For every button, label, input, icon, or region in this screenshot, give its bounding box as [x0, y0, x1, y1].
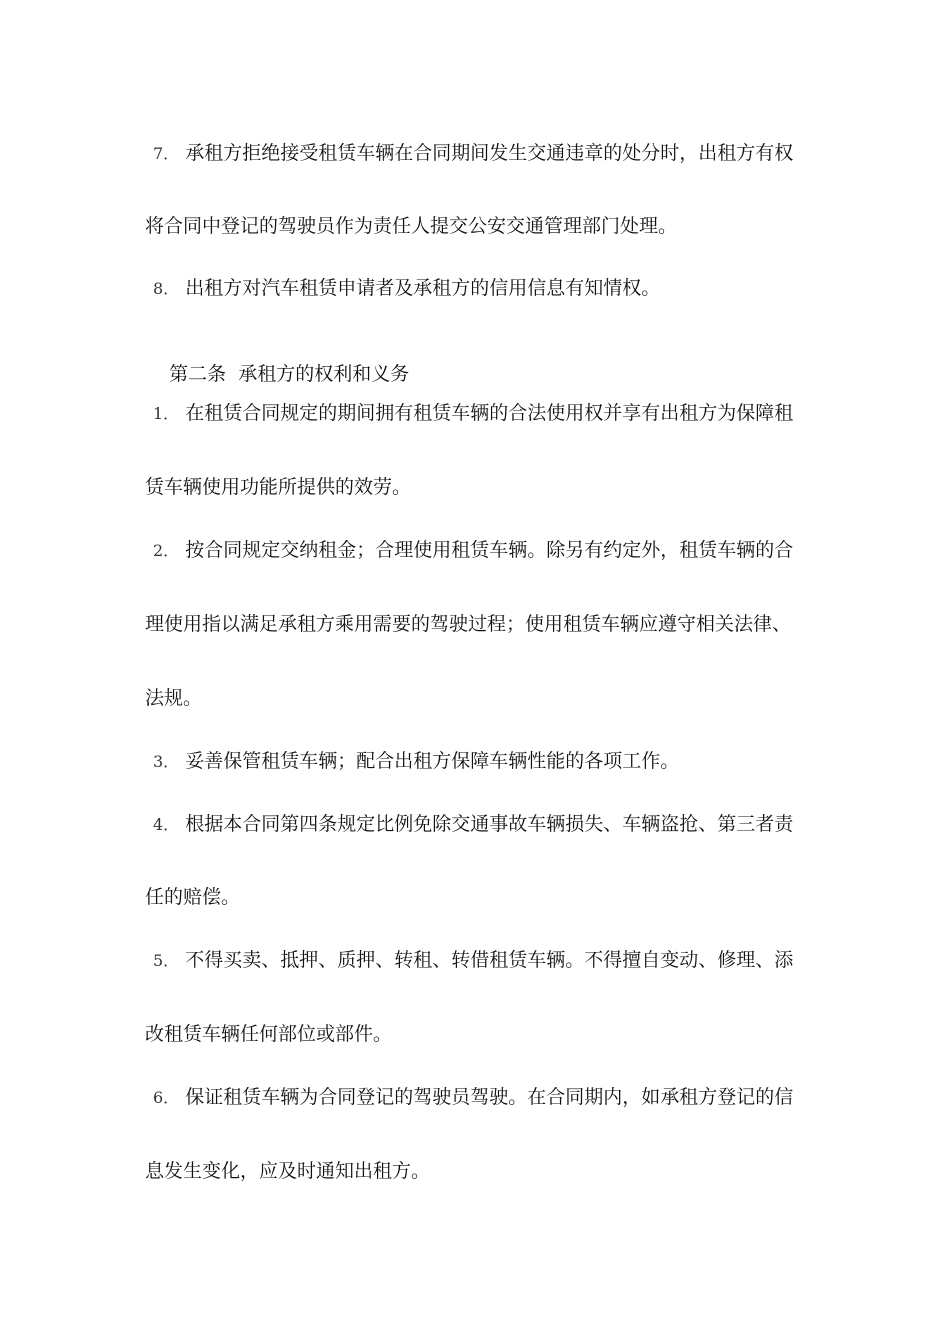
item-number: 6．	[153, 1088, 180, 1107]
paragraph-line	[153, 538, 813, 563]
paragraph-line	[153, 401, 813, 426]
line-text: 根据本合同第四条规定比例免除交通事故车辆损失、车辆盗抢、第三者责	[185, 813, 794, 835]
line-text: 任的赔偿。	[145, 886, 241, 908]
paragraph-line	[145, 214, 805, 238]
paragraph-line	[145, 1022, 805, 1046]
line-text: 出租方对汽车租赁申请者及承租方的信用信息有知情权。	[185, 277, 661, 299]
line-text: 将合同中登记的驾驶员作为责任人提交公安交通管理部门处理。	[145, 215, 678, 237]
paragraph-line	[153, 276, 813, 301]
line-text: 改租赁车辆任何部位或部件。	[145, 1023, 393, 1045]
paragraph-line	[153, 749, 813, 774]
item-number: 7．	[153, 144, 180, 163]
line-text: 法规。	[145, 687, 203, 709]
line-text: 按合同规定交纳租金；合理使用租赁车辆。除另有约定外，租赁车辆的合	[185, 539, 794, 561]
item-number: 8．	[153, 279, 180, 298]
line-text: 承租方拒绝接受租赁车辆在合同期间发生交通违章的处分时，出租方有权	[185, 142, 794, 164]
line-text: 保证租赁车辆为合同登记的驾驶员驾驶。在合同期内，如承租方登记的信	[185, 1086, 794, 1108]
paragraph-line	[153, 141, 813, 166]
item-number: 5．	[153, 951, 180, 970]
paragraph-line	[145, 686, 805, 710]
paragraph-line	[145, 612, 805, 636]
item-number: 1．	[153, 404, 180, 423]
item-number: 2．	[153, 541, 180, 560]
paragraph-line	[153, 1085, 813, 1110]
item-number: 3．	[153, 752, 180, 771]
heading-text: 第二条 承租方的权利和义务	[169, 363, 410, 385]
paragraph-line	[145, 475, 805, 499]
section-heading	[145, 338, 805, 410]
paragraph-line	[145, 885, 805, 909]
item-number: 4．	[153, 815, 180, 834]
line-text: 赁车辆使用功能所提供的效劳。	[145, 476, 412, 498]
paragraph-line	[145, 1159, 805, 1183]
line-text: 不得买卖、抵押、质押、转租、转借租赁车辆。不得擅自变动、修理、添	[185, 949, 794, 971]
line-text: 在租赁合同规定的期间拥有租赁车辆的合法使用权并享有出租方为保障租	[185, 402, 794, 424]
paragraph-line	[153, 812, 813, 837]
paragraph-line	[153, 948, 813, 973]
line-text: 妥善保管租赁车辆；配合出租方保障车辆性能的各项工作。	[185, 750, 680, 772]
line-text: 理使用指以满足承租方乘用需要的驾驶过程；使用租赁车辆应遵守相关法律、	[145, 613, 792, 635]
line-text: 息发生变化，应及时通知出租方。	[145, 1160, 431, 1182]
